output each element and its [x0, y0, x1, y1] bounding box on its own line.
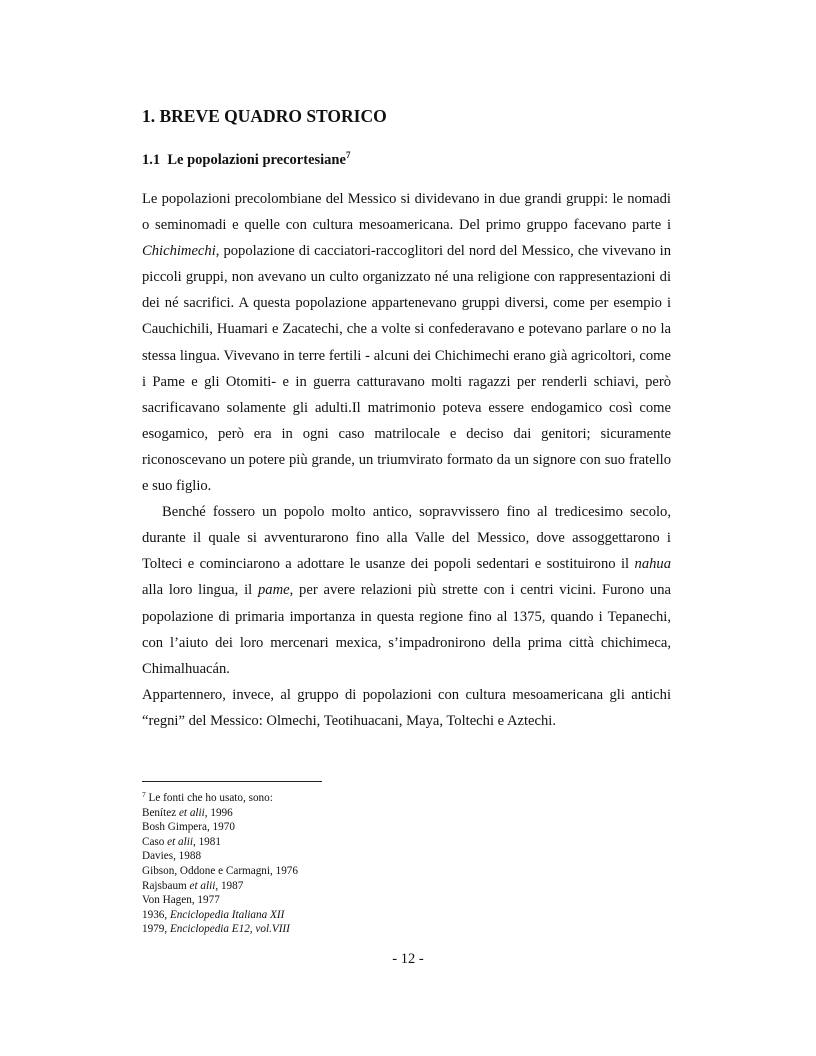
- paragraph: [142, 682, 671, 734]
- footnote-marker: 7: [142, 790, 146, 799]
- chapter-title: 1. BREVE QUADRO STORICO: [142, 106, 387, 126]
- italic-text: et alii: [167, 835, 193, 848]
- footnote-intro: Le fonti che ho usato, sono:: [145, 792, 273, 804]
- text-run: Le popolazioni precolombiane del Messico si dividevano in due grandi gruppi: le nomadi o seminomadi e quelle con cultura mesoamericana. Del primo gruppo facevano parte i: [142, 191, 671, 234]
- italic-text: nahua: [634, 556, 671, 573]
- footnote-source-line: [142, 908, 298, 923]
- italic-text: pame: [257, 582, 290, 599]
- text-run: , per avere relazioni più strette con i centri vicini. Furono una popolazione di primaria importanza in questa regione fino al 1375, quando i Tepanechi, con l’aiuto dei loro mercenari mexica, s’impadronirono della prima città chichimeca, Chimalhuacán.: [142, 582, 672, 677]
- text-run: , 1981: [192, 835, 221, 848]
- page-number: - 12 -: [392, 951, 424, 967]
- text-run: Caso: [142, 835, 168, 848]
- italic-text: Chichimechi: [142, 243, 216, 260]
- section-heading: [142, 150, 350, 169]
- footnote-source-line: [142, 879, 298, 894]
- footnote-source-line: [142, 849, 298, 864]
- footnote-source-line: [142, 835, 298, 850]
- paragraph: [142, 499, 671, 682]
- section-title: Le popolazioni precortesiane: [167, 152, 346, 168]
- text-run: , 1996: [204, 806, 233, 819]
- italic-text: Enciclopedia Italiana XII: [169, 908, 285, 921]
- footnote-separator: [142, 781, 322, 782]
- footnote-intro-line: [142, 788, 298, 806]
- footnote-source-line: [142, 922, 298, 937]
- text-run: Bosh Gimpera, 1970: [142, 821, 235, 834]
- text-run: Davies, 1988: [142, 850, 202, 863]
- text-run: Benché fossero un popolo molto antico, sopravvissero fino al tredicesimo secolo, durante il quale si avventurarono fino alla Valle del Messico, dove assoggettarono i Tolteci e cominciarono a adottare le usanze dei popoli sedentari e sostituirono il: [142, 504, 671, 573]
- text-run: Gibson, Oddone e Carmagni, 1976: [142, 864, 298, 877]
- footnote-source-line: [142, 893, 298, 908]
- section-number: 1.1: [142, 152, 161, 168]
- italic-text: et alii: [189, 879, 216, 892]
- text-run: , 1987: [215, 879, 244, 892]
- footnote-source-line: [142, 864, 298, 879]
- text-run: 1979,: [142, 923, 170, 936]
- italic-text: et alii: [178, 806, 205, 819]
- footnote-block: [142, 788, 298, 937]
- footnote-source-line: [142, 820, 298, 835]
- body-text: [142, 186, 671, 734]
- text-run: Rajsbaum: [142, 879, 190, 892]
- text-run: Benítez: [142, 806, 179, 819]
- text-run: Von Hagen, 1977: [142, 894, 220, 907]
- text-run: 1936,: [142, 908, 170, 921]
- text-run: Appartennero, invece, al gruppo di popolazioni con cultura mesoamericana gli antichi “regni” del Messico: Olmechi, Teotihuacani, Maya, Toltechi e Aztechi.: [142, 686, 671, 729]
- paragraph: [142, 186, 671, 499]
- footnote-source-line: [142, 806, 298, 821]
- footnote-sources: [142, 806, 298, 937]
- italic-text: Enciclopedia E12, vol.VIII: [169, 923, 290, 936]
- text-run: , popolazione di cacciatori-raccoglitori del nord del Messico, che vivevano in piccoli gruppi, non avevano un culto organizzato né una religione con rappresentazioni di dei né sacrifici. A questa popolazione appartenevano gruppi diversi, come per esempio i Cauchichili, Huamari e Zacatechi, che a volte si confederavano e potevano parlare o no la stessa lingua. Vivevano in terre fertili - alcuni dei Chichimechi erano già agricoltori, come i Pame e gli Otomiti- e in guerra catturavano molti ragazzi per renderli schiavi, però sacrificavano solamente gli adulti.Il matrimonio poteva essere endogamico così come esogamico, però era in ogni caso matrilocale e deciso dai genitori; sicuramente riconoscevano un potere più grande, un triumvirato formato da un signore con suo fratello e suo figlio.: [142, 243, 671, 495]
- footnote-reference: 7: [345, 150, 351, 160]
- text-run: alla loro lingua, il: [142, 582, 258, 599]
